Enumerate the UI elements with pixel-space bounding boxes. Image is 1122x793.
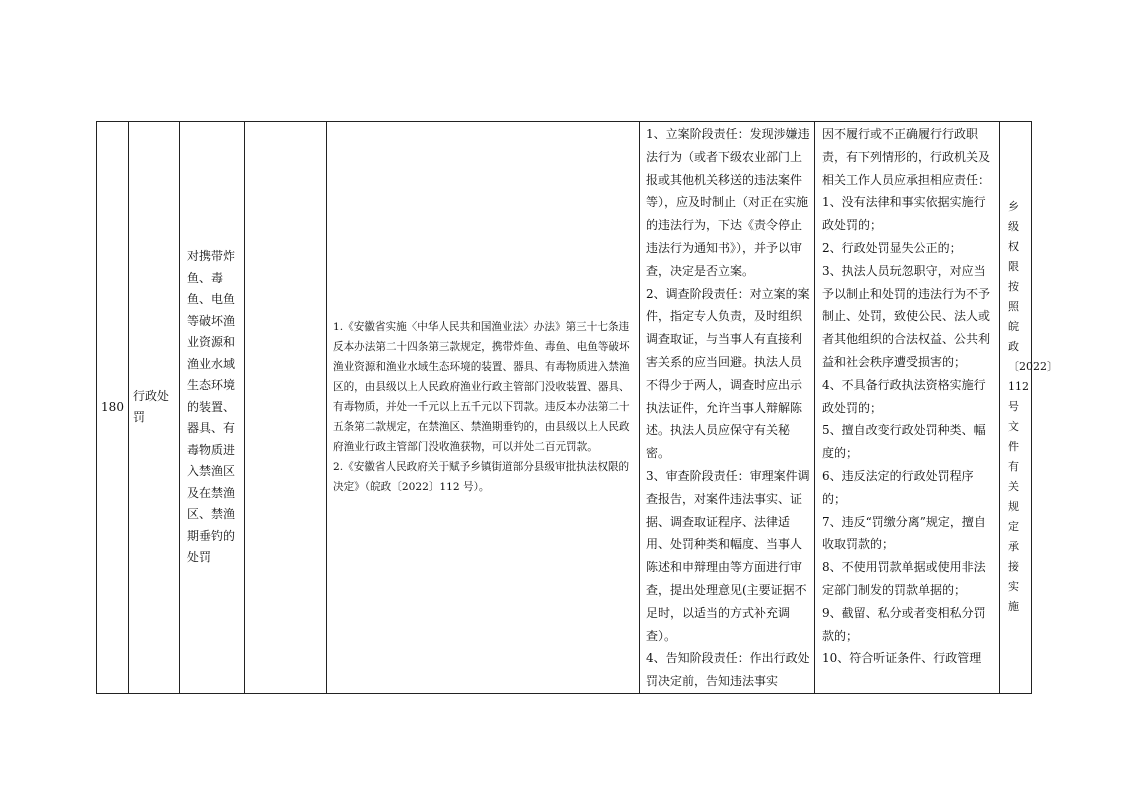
accountability-item: 5、擅自改变行政处罚种类、幅度的；	[822, 423, 986, 461]
accountability-item: 4、不具备行政执法资格实施行政处罚的；	[822, 377, 986, 415]
responsibility-item: 3、审查阶段责任：审理案件调查报告，对案件违法事实、证据、调查取证程序、法律适用、处罚种类和幅度、当事人陈述和申辩理由等方面进行审查，提出处理意见(主要证据不足时，以适当的方式补充调查）。	[646, 468, 810, 643]
accountability-items	[815, 122, 1000, 694]
remarks	[1000, 122, 1058, 694]
responsibility-items	[640, 122, 815, 694]
accountability-item: 7、违反“罚缴分离”规定，擅自收取罚款的；	[822, 514, 986, 552]
remarks-text: 乡级权限按照皖政〔2022〕112号文件有关规定承接实施	[1008, 200, 1058, 614]
row-number: 180	[97, 122, 129, 694]
accountability-item: 1、没有法律和事实依据实施行政处罚的；	[822, 195, 986, 233]
responsibility-item: 1、立案阶段责任：发现涉嫌违法行为（或者下级农业部门上报或其他机关移送的违法案件等），应及时制止（对正在实施的违法行为，下达《责令停止违法行为通知书》），并予以审查，决定是否立案。	[646, 127, 810, 278]
accountability-item: 6、违反法定的行政处罚程序的；	[822, 468, 974, 506]
accountability-item: 3、执法人员玩忽职守，对应当予以制止和处罚的违法行为不予制止、处罚，致使公民、法人或者其他组织的合法权益、公共利益和社会秩序遭受损害的；	[822, 263, 991, 369]
accountability-item: 2、行政处罚显失公正的；	[822, 240, 962, 255]
accountability-item: 10、符合听证条件、行政管理	[822, 651, 982, 666]
responsibility-item: 4、告知阶段责任：作出行政处罚决定前，告知违法事实	[646, 651, 810, 689]
item-name: 对携带炸鱼、毒鱼、电鱼等破坏渔业资源和渔业水域生态环境的装置、器具、有毒物质进入禁渔区及在禁渔区、禁渔期垂钓的处罚	[180, 122, 245, 694]
accountability-item: 9、截留、私分或者变相私分罚款的；	[822, 605, 986, 643]
sub-item-cell	[245, 122, 327, 694]
table-row	[97, 122, 1032, 694]
accountability-item: 因不履行或不正确履行行政职责，有下列情形的，行政机关及相关工作人员应承担相应责任：	[822, 127, 991, 187]
power-category: 行政处罚	[129, 122, 180, 694]
responsibility-item: 2、调查阶段责任：对立案的案件，指定专人负责，及时组织调查取证，与当事人有直接利害关系的应当回避。执法人员不得少于两人，调查时应出示执法证件，允许当事人辩解陈述。执法人员应保守有关秘密。	[646, 286, 810, 461]
basis-paragraph: 2.《安徽省人民政府关于赋予乡镇街道部分县级审批执法权限的决定》（皖政〔2022〕112 号）。	[333, 461, 630, 494]
basis-paragraph: 1.《安徽省实施〈中华人民共和国渔业法〉办法》第三十七条违反本办法第二十四条第三款规定，携带炸鱼、毒鱼、电鱼等破坏渔业资源和渔业水域生态环境的装置、器具、有毒物质进入禁渔区的，由县级以上人民政府渔业行政主管部门没收装置、器具、有毒物质，并处一千元以上五千元以下罚款。违反本办法第二十五条第二款规定，在禁渔区、禁渔期垂钓的，由县级以上人民政府渔业行政主管部门没收渔获物，可以并处二百元罚款。	[333, 321, 630, 454]
accountability-item: 8、不使用罚款单据或使用非法定部门制发的罚款单据的；	[822, 560, 986, 597]
legal-basis	[327, 122, 640, 694]
authority-table	[96, 121, 1058, 694]
